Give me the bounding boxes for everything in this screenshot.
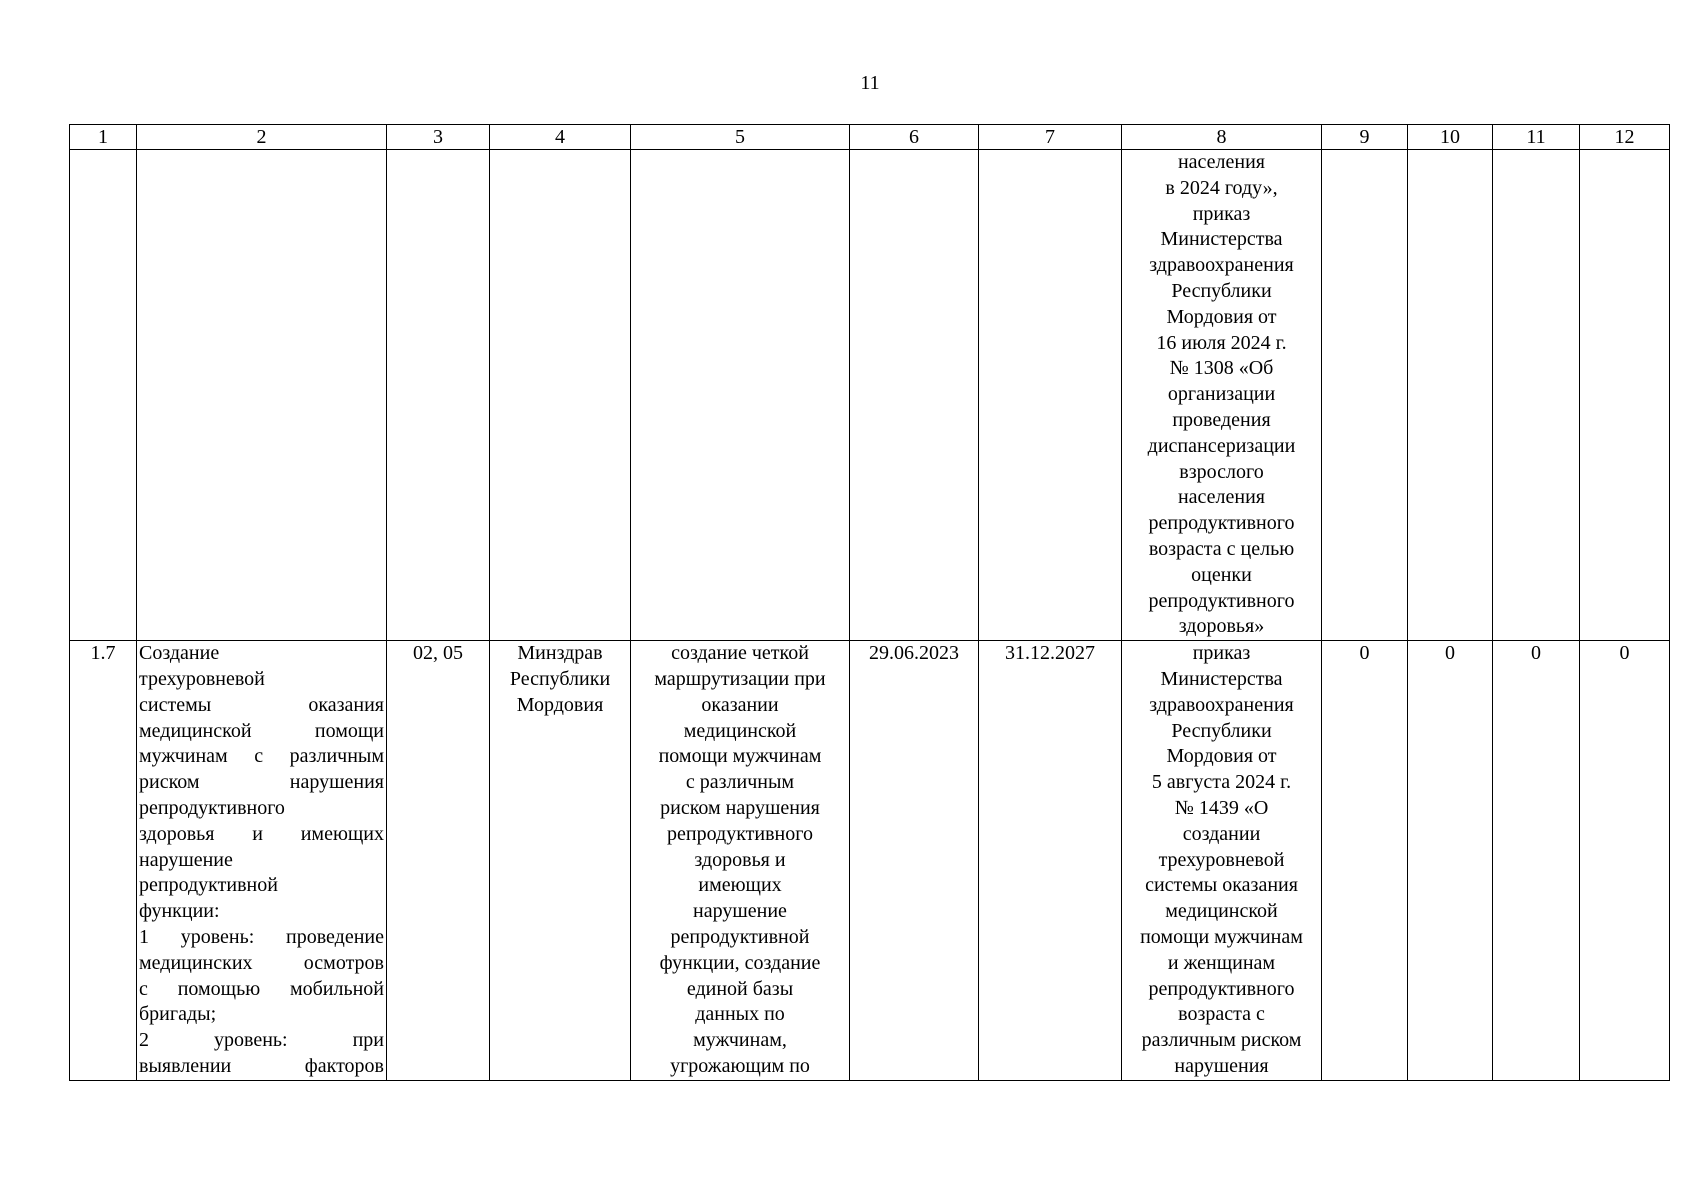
row-number-cell: 1.7 xyxy=(70,641,137,1081)
text-line: в 2024 году», xyxy=(1165,176,1278,199)
text-line: репродуктивного xyxy=(1148,589,1295,612)
value-cell: 0 xyxy=(1493,641,1580,1081)
column-number: 4 xyxy=(490,125,631,150)
text-line: создании xyxy=(1182,822,1261,845)
table-row-continuation xyxy=(70,150,1670,641)
page-number: 11 xyxy=(860,72,880,94)
text-line: нарушение xyxy=(139,848,233,871)
text-line: трехуровневой xyxy=(139,667,265,690)
text-line: диспансеризации xyxy=(1147,434,1296,457)
text-line: приказ xyxy=(1192,642,1251,665)
text-line: нарушения xyxy=(1174,1054,1269,1077)
text-line: № 1439 «О xyxy=(1174,796,1269,819)
column-number: 1 xyxy=(70,125,137,150)
table-row-1-7 xyxy=(70,641,1670,1081)
text-line: медицинской xyxy=(683,719,797,742)
cell-empty xyxy=(490,150,631,641)
cell-empty xyxy=(137,150,387,641)
text-line: оказании xyxy=(701,693,779,716)
cell-empty xyxy=(70,150,137,641)
text-line: помощи мужчинам xyxy=(658,745,822,768)
legal-basis-cell xyxy=(1122,641,1322,1081)
text-line: Республики xyxy=(1171,719,1272,742)
text-line: 2 уровень: при xyxy=(139,1029,384,1052)
text-line: Республики xyxy=(1171,279,1272,302)
cell-empty xyxy=(1408,150,1493,641)
responsible-cell xyxy=(490,641,631,1081)
text-line: здоровья и имеющих xyxy=(139,822,384,845)
text-line: маршрутизации при xyxy=(654,667,826,690)
text-line: проведения xyxy=(1172,408,1271,431)
text-line: Мордовия xyxy=(516,693,604,716)
text-line: выявлении факторов xyxy=(139,1054,384,1077)
text-line: трехуровневой xyxy=(1158,848,1285,871)
text-line: репродуктивного xyxy=(667,822,813,845)
text-line: репродуктивного xyxy=(1148,512,1295,535)
text-line: имеющих xyxy=(698,874,782,897)
column-number-row xyxy=(70,125,1670,150)
value-cell: 0 xyxy=(1408,641,1493,1081)
text-line: риском нарушения xyxy=(139,771,384,794)
cell-empty xyxy=(850,150,979,641)
text-line: репродуктивной xyxy=(139,874,278,897)
column-number: 11 xyxy=(1493,125,1580,150)
text-line: мужчинам с различным xyxy=(139,745,384,768)
column-number: 9 xyxy=(1322,125,1408,150)
text-line: медицинской помощи xyxy=(139,719,384,742)
text-line: взрослого xyxy=(1179,460,1264,483)
cell-empty xyxy=(1493,150,1580,641)
cell-empty xyxy=(631,150,850,641)
text-line: здравоохранения xyxy=(1149,254,1294,277)
text-line: Республики xyxy=(509,667,611,690)
text-line: системы оказания xyxy=(139,693,384,716)
cell-empty xyxy=(387,150,490,641)
text-line: организации xyxy=(1167,383,1276,406)
text-line: оценки xyxy=(1191,563,1252,586)
value-cell: 0 xyxy=(1322,641,1408,1081)
end-date-cell: 31.12.2027 xyxy=(979,641,1122,1081)
text-line: риском нарушения xyxy=(660,796,820,819)
column-number: 12 xyxy=(1580,125,1670,150)
text-line: Создание xyxy=(139,642,220,665)
text-line: единой базы xyxy=(686,977,794,1000)
cell-empty xyxy=(1322,150,1408,641)
text-line: нарушение xyxy=(693,900,787,923)
text-line: функции, создание xyxy=(659,951,821,974)
text-line: Министерства xyxy=(1160,667,1283,690)
text-line: возраста с xyxy=(1178,1003,1265,1026)
text-line: медицинских осмотров xyxy=(139,951,384,974)
column-number: 3 xyxy=(387,125,490,150)
column-number: 2 xyxy=(137,125,387,150)
text-line: репродуктивной xyxy=(670,925,810,948)
cell-empty xyxy=(1580,150,1670,641)
text-line: Министерства xyxy=(1160,228,1283,251)
legal-basis-cell xyxy=(1122,150,1322,641)
text-line: населения xyxy=(1177,486,1266,509)
column-number: 10 xyxy=(1408,125,1493,150)
text-line: создание четкой xyxy=(671,642,809,665)
text-line: 5 августа 2024 г. xyxy=(1151,771,1292,794)
expected-result-cell xyxy=(631,641,850,1081)
text-line: мужчинам, xyxy=(693,1029,787,1052)
column-number: 8 xyxy=(1122,125,1322,150)
text-line: 16 июля 2024 г. xyxy=(1156,331,1287,354)
text-line: с различным xyxy=(685,771,795,794)
cell-empty xyxy=(979,150,1122,641)
start-date-cell: 29.06.2023 xyxy=(850,641,979,1081)
text-line: различным риском xyxy=(1141,1029,1302,1052)
text-line: функции: xyxy=(139,900,220,923)
column-number: 7 xyxy=(979,125,1122,150)
value-cell: 0 xyxy=(1580,641,1670,1081)
text-line: Мордовия от xyxy=(1166,305,1277,328)
text-line: репродуктивного xyxy=(1148,977,1295,1000)
text-line: населения xyxy=(1177,151,1266,173)
text-line: возраста с целью xyxy=(1148,537,1295,560)
text-line: здоровья» xyxy=(1178,615,1265,638)
code-cell: 02, 05 xyxy=(387,641,490,1081)
text-line: с помощью мобильной xyxy=(139,977,384,1000)
text-line: приказ xyxy=(1192,202,1251,225)
text-line: здравоохранения xyxy=(1149,693,1294,716)
text-line: бригады; xyxy=(139,1003,217,1026)
column-number: 6 xyxy=(850,125,979,150)
text-line: Минздрав xyxy=(517,642,603,665)
text-line: системы оказания xyxy=(1145,874,1298,897)
text-line: и женщинам xyxy=(1167,951,1276,974)
column-number: 5 xyxy=(631,125,850,150)
text-line: № 1308 «Об xyxy=(1169,357,1274,380)
text-line: Мордовия от xyxy=(1166,745,1277,768)
text-line: медицинской xyxy=(1165,900,1278,923)
measures-table xyxy=(69,124,1670,1081)
text-line: помощи мужчинам xyxy=(1140,925,1303,948)
measure-description-cell xyxy=(137,641,387,1081)
text-line: репродуктивного xyxy=(139,796,285,819)
text-line: здоровья и xyxy=(694,848,786,871)
text-line: данных по xyxy=(695,1003,785,1026)
text-line: угрожающим по xyxy=(670,1054,810,1077)
text-line: 1 уровень: проведение xyxy=(139,925,384,948)
